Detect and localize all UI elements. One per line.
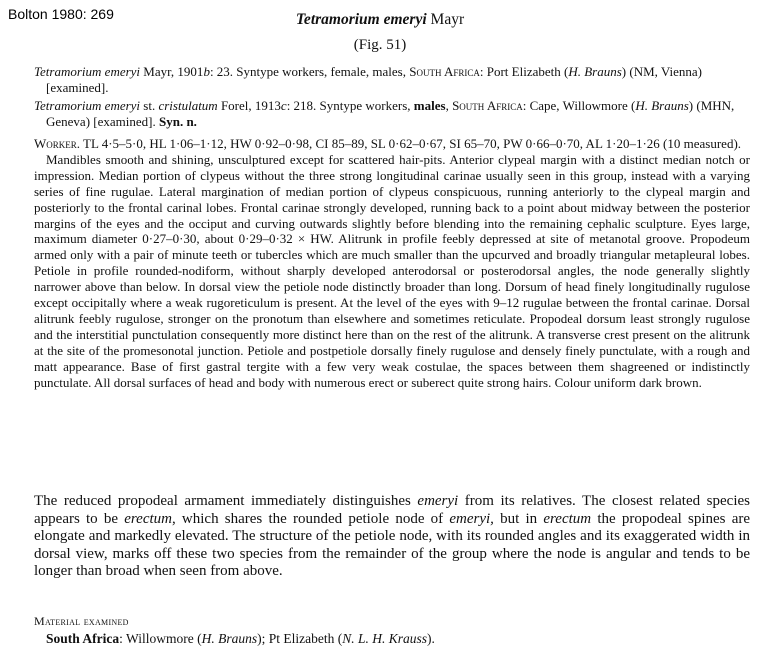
title-species: emeryi [383, 11, 427, 28]
material-collector-2: N. L. H. Krauss [342, 631, 427, 646]
syn2-infra: cristulatum [158, 98, 218, 113]
syn2-syn-n: Syn. n. [158, 114, 197, 129]
discussion-paragraph [34, 493, 750, 581]
source-label: Bolton 1980: 269 [8, 6, 114, 22]
syn1-details: : 23. Syntype workers, female, males, [209, 64, 410, 79]
material-text-1: : Willowmore ( [119, 631, 202, 646]
discussion-text-2: from its relatives. The closest related species appears to be [34, 493, 750, 527]
syn2-suffix: c [280, 98, 287, 113]
material-collector-1: H. Brauns [201, 631, 258, 646]
material-heading: Material examined [34, 614, 129, 628]
material-text-3: ). [427, 631, 435, 646]
syn1-tail: ) (NM, Vienna) [examined]. [46, 64, 703, 95]
discussion-text-5: the propodeal spines are elongate and markedly elevated. The structure of the petiole node, with its rounded angles and its exaggerated width in dorsal view, marks off these two species from the remainder of the group where the node is angular and tends to be longer than broad when seen from above. [34, 510, 751, 580]
discussion-text-3: , which shares the rounded petiole node of [171, 510, 450, 527]
syn1-citation: Mayr, 1901 [143, 64, 204, 79]
discussion-italic-4: erectum [543, 510, 592, 527]
figure-reference: (Fig. 51) [353, 37, 407, 53]
syn2-citation: Forel, 1913 [217, 98, 281, 113]
syn2-details: : 218. Syntype workers, [286, 98, 414, 113]
material-country: South Africa [46, 631, 120, 646]
synonymy-entry-2 [34, 98, 750, 130]
title-author: Mayr [430, 11, 465, 28]
syn1-collector: H. Brauns [568, 64, 622, 79]
syn1-locality: : Port Elizabeth ( [479, 64, 569, 79]
syn2-collector: H. Brauns [635, 98, 689, 113]
syn2-name: Tetramorium emeryi [34, 98, 141, 113]
synonymy-entry-1 [34, 64, 750, 96]
worker-measurements: TL 4·5–5·0, HL 1·06–1·12, HW 0·92–0·98, CI 85–89, SL 0·62–0·67, SI 65–70, PW 0·66–0·70, AL 1·20–1·26 (10 measured). [80, 136, 742, 151]
discussion-italic-1: emeryi [417, 493, 459, 509]
worker-description-text: Mandibles smooth and shining, unsculptured except for scattered hair-pits. Anterior clypeal margin with a distinct median notch or impression. Median portion of clypeus without the three strong longitudinal carinae usually seen in this group, instead with a varying series of fine rugulae. Lateral margination of median portion of clypeus conspicuous, running anteriorly to the clypeal margin and posteriorly to the frontal carinal lobes. Frontal carinae strongly developed, running back to a point about midway between the posterior margins of the eyes and the occiput and curving outwards slightly before blending into the remaining cephalic sculpture. Eyes large, maximum diameter 0·27–0·30, about 0·29–0·32 × HW. Alitrunk in profile feebly depressed at site of metanotal groove. Propodeum armed only with a pair of minute teeth or tubercles which are much smaller than the upcurved and broadly triangular metapleural lobes. Petiole in profile rounded-nodiform, without sharply developed anterodorsal or posterodorsal angles, the node generally slightly narrower above than below. In dorsal view the petiole node distinctly broader than long. Dorsum of head finely longitudinally rugulose except occipitally where a weak rugoreticulum is present. At the level of the eyes with 9–12 rugulae between the frontal carinae. Dorsal alitrunk feebly rugulose, stronger on the pronotum than elsewhere and sometimes reticulate. Propodeal dorsum least strongly rugulose and the interstitial punctulation consequently more distinct here than on the rest of the alitrunk. A transverse crest present on the alitrunk at the site of the promesonotal junction. Petiole and postpetiole dorsally finely rugulose and densely finely punctulate, with a rough and matt appearance. Base of first gastral tergite with a few very weak costulae, the spaces between them shagreened or indistinctly punctulate. All dorsal surfaces of head and body with numerous erect or suberect quite strong hairs. Colour uniform dark brown. [34, 151, 750, 390]
discussion-italic-2: erectum [124, 510, 172, 527]
material-examined [46, 631, 435, 647]
material-text-2: ); Pt Elizabeth ( [257, 631, 343, 646]
syn2-details2: , [445, 98, 453, 113]
syn2-rank: st. [140, 98, 159, 113]
discussion-text-4: but in [493, 510, 544, 527]
syn2-locality: : Cape, Willowmore ( [522, 98, 636, 113]
syn1-name: Tetramorium emeryi [34, 64, 141, 79]
syn2-details-bold: males [413, 98, 446, 113]
species-title [0, 11, 760, 29]
syn2-country: South Africa [452, 98, 523, 113]
title-genus: Tetramorium [295, 11, 380, 28]
worker-description [34, 136, 750, 391]
discussion-text-1: The reduced propodeal armament immediately distinguishes [34, 493, 418, 509]
syn1-suffix: b [203, 64, 210, 79]
syn2-tail: ) (MHN, Geneva) [examined]. [46, 98, 735, 129]
discussion-italic-3: emeryi, [449, 510, 494, 527]
worker-label: Worker. [34, 136, 81, 151]
syn1-country: South Africa [409, 64, 480, 79]
